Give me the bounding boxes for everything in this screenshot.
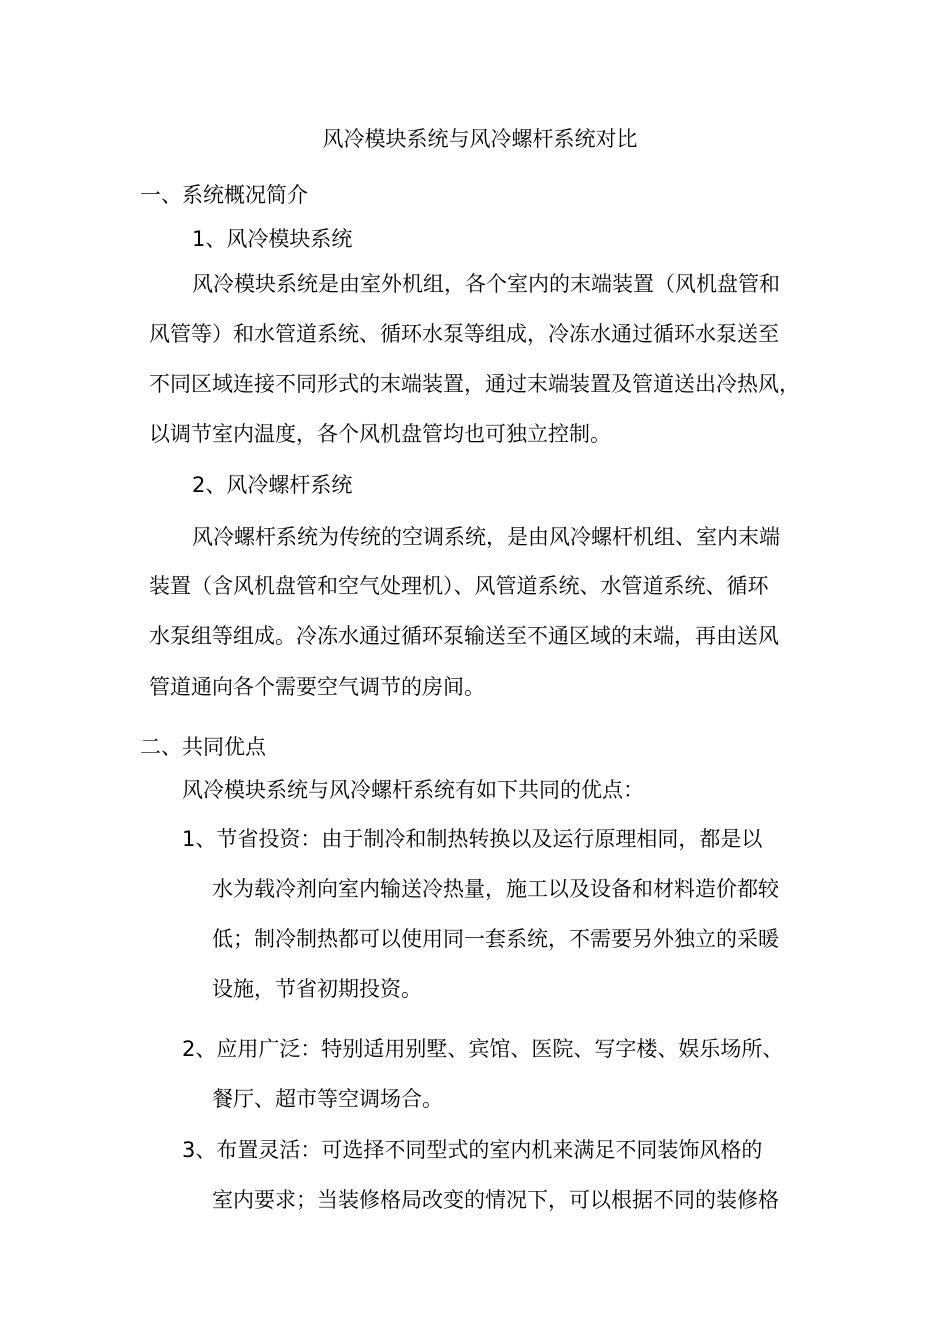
list-item-line: 低；制冷制热都可以使用同一套系统，不需要另外独立的采暖 [212, 927, 779, 951]
subsection-1-heading: 1、风冷模块系统 [192, 227, 353, 251]
paragraph-line: 风冷模块系统是由室外机组，各个室内的末端装置（风机盘管和 [192, 272, 780, 296]
paragraph-line: 水泵组等组成。冷冻水通过循环泵输送至不通区域的末端，再由送风 [149, 624, 779, 648]
paragraph-line: 管道通向各个需要空气调节的房间。 [149, 675, 485, 699]
paragraph-line: 不同区域连接不同形式的末端装置，通过末端装置及管道送出冷热风， [149, 372, 800, 396]
subsection-2-heading: 2、风冷螺杆系统 [192, 473, 353, 497]
list-item-line: 2、应用广泛：特别适用别墅、宾馆、医院、写字楼、娱乐场所、 [182, 1037, 784, 1061]
list-item-line: 3、布置灵活：可选择不同型式的室内机来满足不同装饰风格的 [182, 1138, 763, 1162]
paragraph-line: 以调节室内温度，各个风机盘管均也可独立控制。 [149, 422, 611, 446]
paragraph-line: 装置（含风机盘管和空气处理机）、风管道系统、水管道系统、循环 [149, 574, 769, 598]
paragraph-line: 风管等）和水管道系统、循环水泵等组成，冷冻水通过循环水泵送至 [149, 322, 779, 346]
list-item-line: 设施，节省初期投资。 [212, 977, 422, 1001]
section-1-heading: 一、系统概况简介 [140, 183, 308, 207]
list-item-line: 1、节省投资：由于制冷和制热转换以及运行原理相同，都是以 [182, 827, 763, 851]
list-item-line: 餐厅、超市等空调场合。 [212, 1087, 443, 1111]
list-item-line: 室内要求；当装修格局改变的情况下，可以根据不同的装修格 [212, 1188, 779, 1212]
section-2-intro: 风冷模块系统与风冷螺杆系统有如下共同的优点： [182, 778, 644, 802]
section-2-heading: 二、共同优点 [140, 735, 266, 759]
list-item-line: 水为载冷剂向室内输送冷热量，施工以及设备和材料造价都较 [212, 877, 779, 901]
document-title: 风冷模块系统与风冷螺杆系统对比 [322, 127, 638, 151]
paragraph-line: 风冷螺杆系统为传统的空调系统，是由风冷螺杆机组、室内末端 [192, 525, 780, 549]
